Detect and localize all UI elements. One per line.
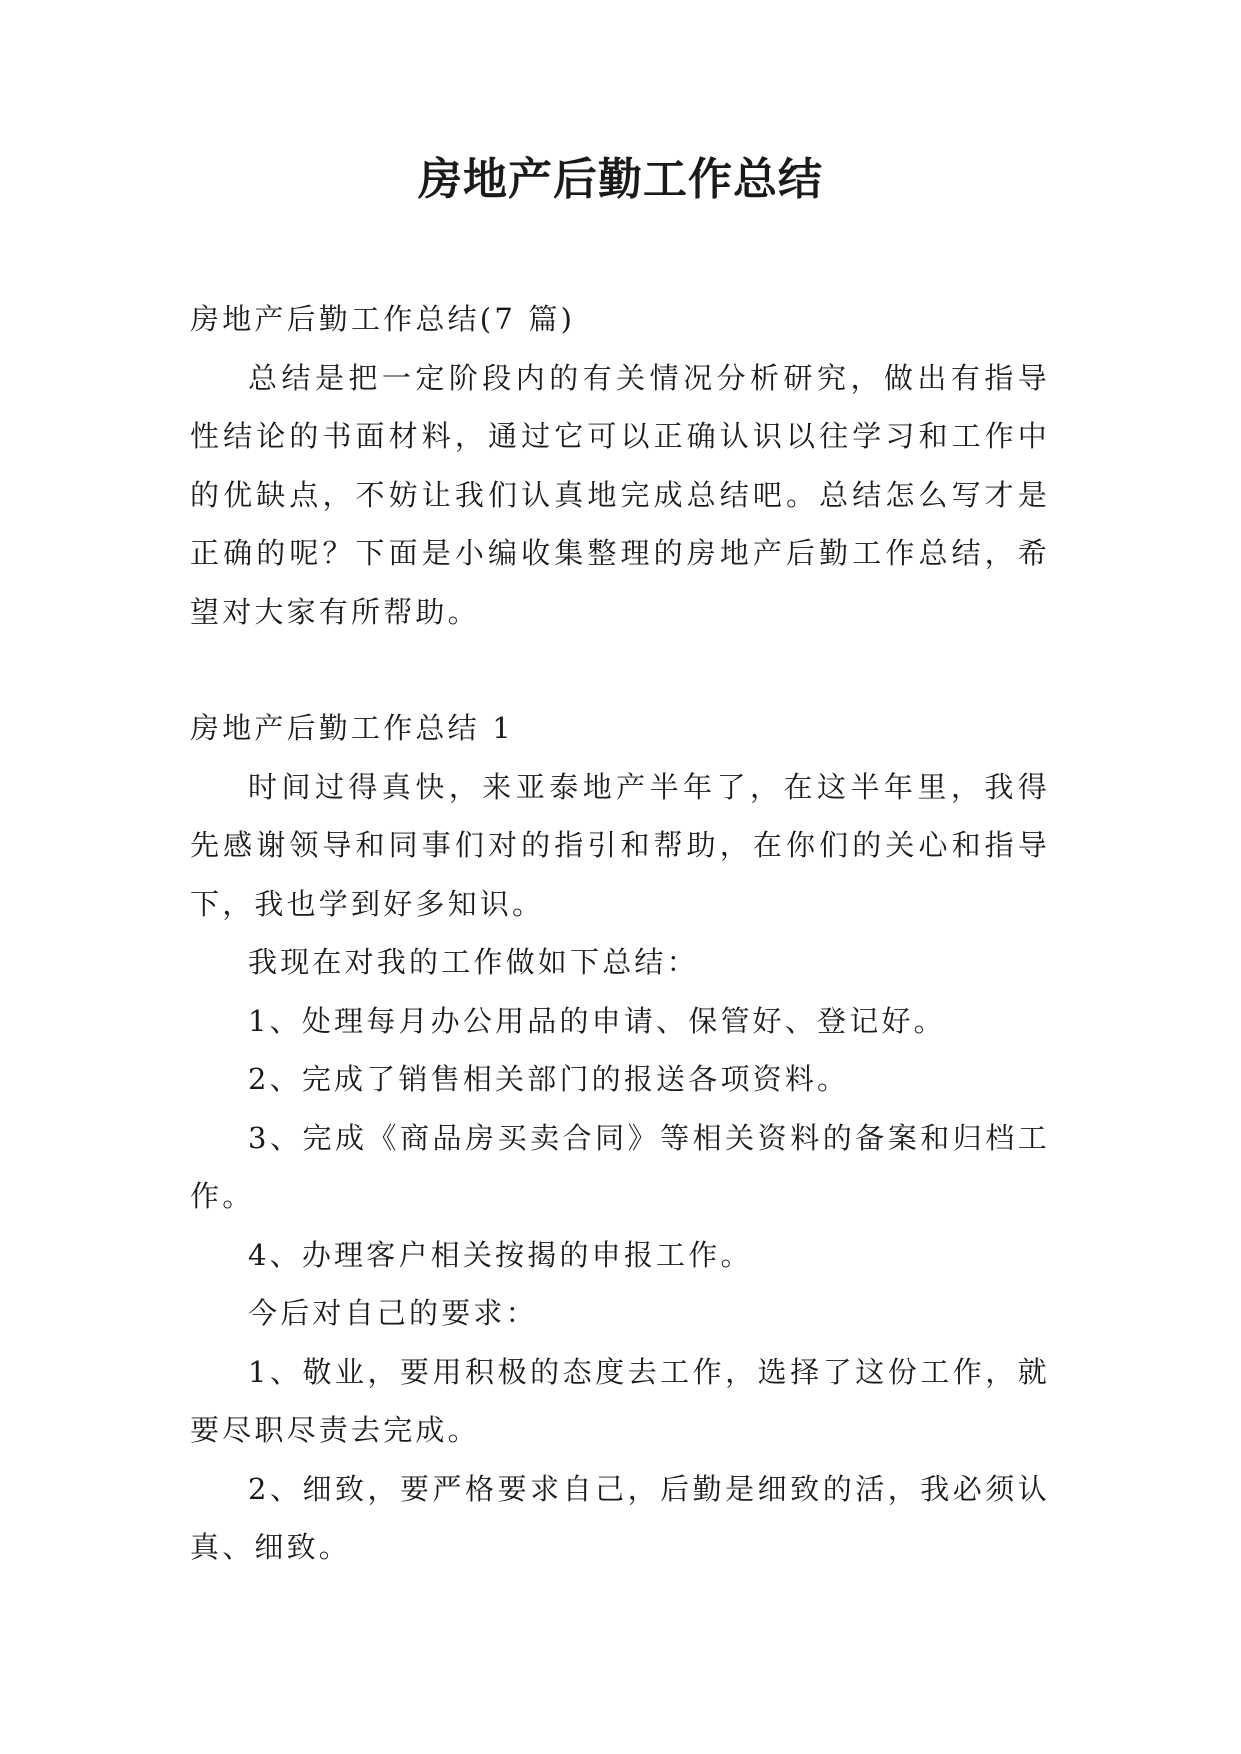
body-paragraph: 今后对自己的要求：: [248, 1296, 538, 1330]
document-body: [190, 290, 1050, 1577]
section-heading: 房地产后勤工作总结(7 篇): [190, 302, 576, 336]
body-paragraph: 我现在对我的工作做如下总结：: [248, 945, 699, 979]
paragraph-gap: [190, 641, 1050, 699]
list-item: 3、完成《商品房买卖合同》等相关资料的备案和归档工作。: [190, 1120, 1050, 1213]
list-item: 4、办理客户相关按揭的申报工作。: [248, 1237, 753, 1272]
list-item: 1、敬业，要用积极的态度去工作，选择了这份工作，就要尽职尽责去完成。: [190, 1354, 1050, 1447]
body-paragraph: 总结是把一定阶段内的有关情况分析研究，做出有指导性结论的书面材料，通过它可以正确认识以往学习和工作中的优缺点，不妨让我们认真地完成总结吧。总结怎么写才是正确的呢？下面是小编收集整理的房地产后勤工作总结，希望对大家有所帮助。: [190, 360, 1050, 629]
document-title: 房地产后勤工作总结: [418, 154, 823, 205]
list-item: 2、完成了销售相关部门的报送各项资料。: [248, 1062, 850, 1096]
section-heading: 房地产后勤工作总结 1: [190, 711, 514, 745]
list-item: 2、细致，要严格要求自己，后勤是细致的活，我必须认真、细致。: [190, 1471, 1050, 1564]
body-paragraph: 时间过得真快，来亚泰地产半年了，在这半年里，我得先感谢领导和同事们对的指引和帮助，在你们的关心和指导下，我也学到好多知识。: [190, 769, 1050, 921]
list-item: 1、处理每月办公用品的申请、保管好、登记好。: [248, 1003, 946, 1038]
